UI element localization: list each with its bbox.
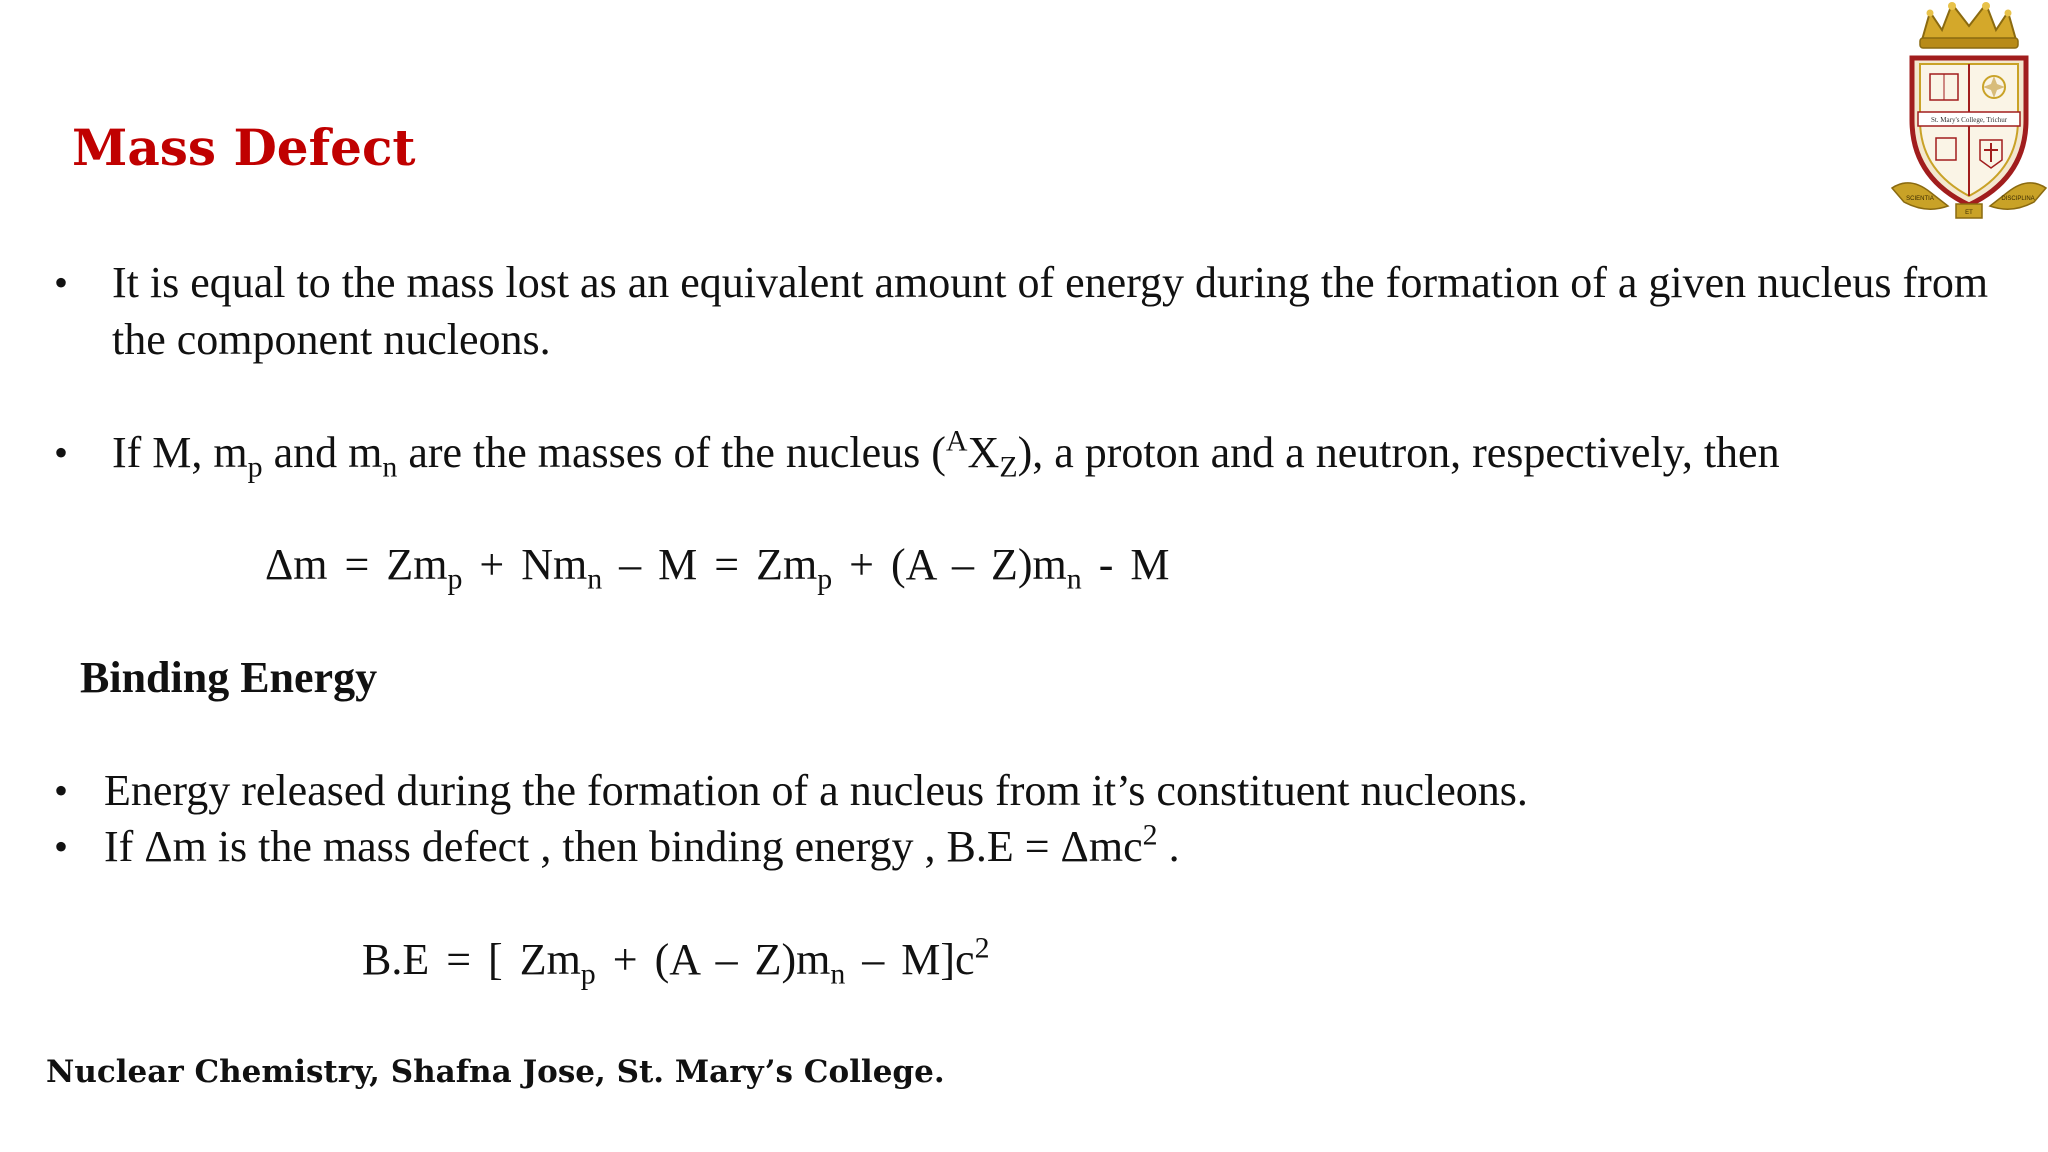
bullet-text: It is equal to the mass lost as an equivalent amount of energy during the formation of a given nucleus from the component nucleons. [112, 258, 1989, 364]
bullet-text: If M, $m_p$ and $m_n$ are the masses of the nucleus $(^AX_Z)$, a proton and a neutron, respectively, then [112, 424, 1780, 484]
bullet-dot: • [54, 768, 69, 813]
bullet-dot: • [54, 824, 69, 869]
college-crest-logo [1890, 0, 2048, 225]
bullet-dot: • [54, 260, 69, 305]
mass-defect-equation: $\Delta m = Zm_p + Nm_n - M = Zm_p + (A - Z)m_n - M$ [265, 540, 1170, 596]
bullet-mass-variables [54, 424, 2024, 494]
section-heading-binding-energy: Binding Energy [80, 653, 378, 702]
svg-text:St. Mary's College, Trichur: St. Mary's College, Trichur [1930, 116, 2008, 124]
bullet-binding-energy-formula [54, 818, 1854, 878]
slide-title: Mass Defect [72, 118, 416, 177]
binding-energy-equation: B.E = [ $Zm_p + (A - Z)m_n - M]c^2$ [362, 931, 990, 991]
bullet-binding-energy-definition [54, 762, 1854, 822]
bullet-text: Energy released during the formation of a nucleus from it’s constituent nucleons. [104, 766, 1528, 815]
svg-text:SCIENTIA: SCIENTIA [1906, 196, 1934, 202]
svg-text:DISCIPLINA: DISCIPLINA [2001, 196, 2035, 202]
crown-icon [1920, 2, 2018, 48]
slide-footer: Nuclear Chemistry, Shafna Jose, St. Mary’s College. [46, 1054, 945, 1090]
bullet-text: If Δm is the mass defect , then binding energy , B.E = Δmc$^2$ . [104, 818, 1180, 871]
bullet-mass-defect-definition [54, 254, 2024, 374]
bullet-dot: • [54, 430, 69, 475]
svg-text:ET: ET [1965, 210, 1973, 216]
